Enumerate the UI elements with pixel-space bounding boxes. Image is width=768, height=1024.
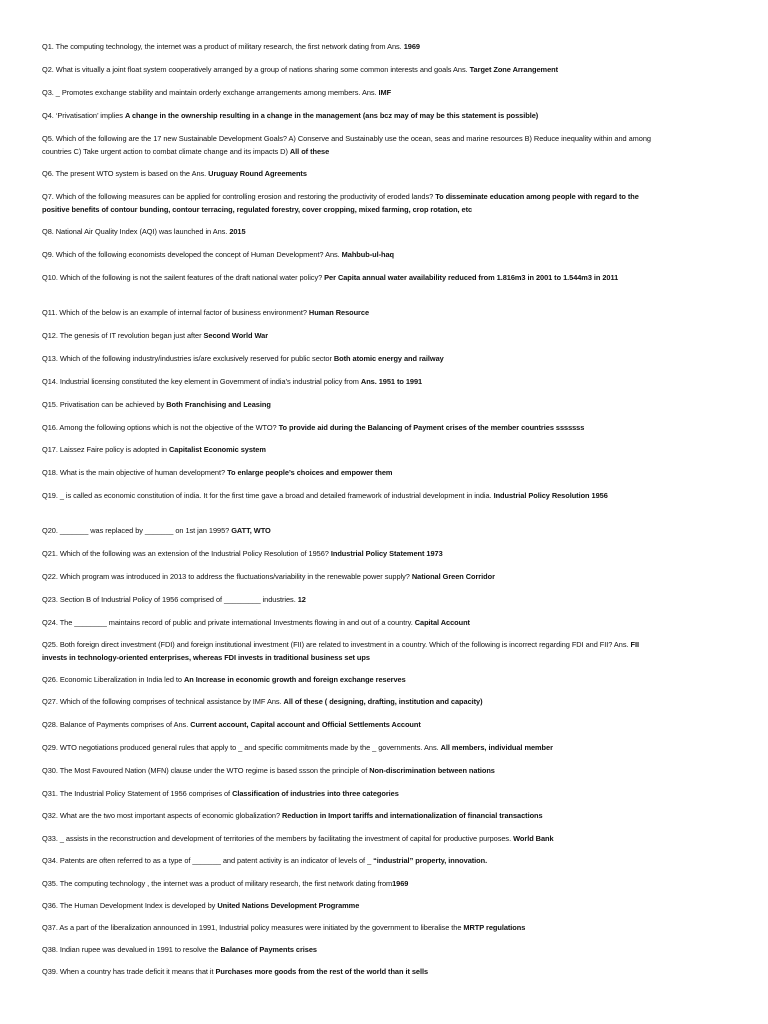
answer-text: 1969 xyxy=(403,42,420,51)
answer-text: World Bank xyxy=(513,834,554,843)
question-text: Q25. Both foreign direct investment (FDI) and foreign institutional investment (FII) are related to investment in a country. Which of the following is incorrect regarding FDI and FII? Ans. xyxy=(42,640,629,649)
question-item xyxy=(42,443,662,456)
answer-text: Ans. 1951 to 1991 xyxy=(360,377,423,386)
question-text: Q24. The ________ maintains record of public and private international Investments flowing in and out of a country. xyxy=(42,618,413,627)
answer-text: To provide aid during the Balancing of Payment crises of the member countries sssssss xyxy=(278,423,585,432)
answer-text: An Increase in economic growth and foreign exchange reserves xyxy=(183,675,406,684)
answer-text: All members, individual member xyxy=(440,743,553,752)
answer-text: To enlarge people’s choices and empower them xyxy=(227,468,393,477)
question-item xyxy=(42,695,662,708)
question-item xyxy=(42,809,662,822)
answer-text: Mahbub-ul-haq xyxy=(341,250,394,259)
question-text: Q16. Among the following options which is not the objective of the WTO? xyxy=(42,423,277,432)
question-text: Q6. The present WTO system is based on the Ans. xyxy=(42,169,207,178)
question-item xyxy=(42,329,662,342)
question-text: Q3. _ Promotes exchange stability and maintain orderly exchange arrangements among members. Ans. xyxy=(42,88,377,97)
question-item xyxy=(42,943,662,956)
answer-text: 1969 xyxy=(392,879,409,888)
question-item xyxy=(42,854,662,867)
question-text: Q9. Which of the following economists developed the concept of Human Development? Ans. xyxy=(42,250,340,259)
question-item xyxy=(42,375,662,388)
question-text: Q23. Section B of Industrial Policy of 1956 comprised of _________ industries. xyxy=(42,595,296,604)
answer-text: FII invests in technology-oriented enterprises, whereas FDI invests in traditional business set ups xyxy=(42,640,640,662)
question-text: Q31. The Industrial Policy Statement of 1956 comprises of xyxy=(42,789,231,798)
question-item xyxy=(42,832,662,845)
answer-text: All of these xyxy=(289,147,330,156)
question-item xyxy=(42,524,662,537)
question-item xyxy=(42,489,662,502)
question-text: Q13. Which of the following industry/industries is/are exclusively reserved for public sector xyxy=(42,354,332,363)
answer-text: Classification of industries into three categories xyxy=(232,789,399,798)
question-text: Q39. When a country has trade deficit it means that it xyxy=(42,967,214,976)
answer-text: Capital Account xyxy=(414,618,470,627)
answer-text: Non-discrimination between nations xyxy=(369,766,495,775)
question-text: Q28. Balance of Payments comprises of Ans. xyxy=(42,720,189,729)
question-text: Q30. The Most Favoured Nation (MFN) clause under the WTO regime is based ssson the principle of xyxy=(42,766,368,775)
question-text: Q14. Industrial licensing constituted the key element in Government of india’s industrial policy from xyxy=(42,377,359,386)
question-text: Q19. _ is called as economic constitution of india. It for the first time gave a broad and detailed framework of industrial development in india. xyxy=(42,491,492,500)
question-text: Q4. ‘Privatisation’ implies xyxy=(42,111,123,120)
answer-text: Industrial Policy Statement 1973 xyxy=(330,549,443,558)
answer-text: All of these ( designing, drafting, institution and capacity) xyxy=(283,697,483,706)
answer-text: Human Resource xyxy=(308,308,370,317)
question-text: Q26. Economic Liberalization in India led to xyxy=(42,675,182,684)
question-text: Q1. The computing technology, the internet was a product of military research, the first network dating from Ans. xyxy=(42,42,402,51)
question-item xyxy=(42,352,662,365)
question-text: Q38. Indian rupee was devalued in 1991 to resolve the xyxy=(42,945,219,954)
answer-text: Purchases more goods from the rest of the world than it sells xyxy=(215,967,429,976)
question-text: Q27. Which of the following comprises of technical assistance by IMF Ans. xyxy=(42,697,282,706)
answer-text: 2015 xyxy=(229,227,246,236)
answer-text: IMF xyxy=(378,88,392,97)
answer-text: Both atomic energy and railway xyxy=(333,354,444,363)
answer-text: To disseminate education among people with regard to the positive benefits of contour bunding, contour terracing, regulated forestry, cover cropping, mixed farming, crop rotation, etc xyxy=(42,192,639,214)
answer-text: GATT, WTO xyxy=(231,526,271,535)
question-item xyxy=(42,593,662,606)
question-item xyxy=(42,673,662,686)
question-item xyxy=(42,40,662,53)
answer-text: 12 xyxy=(297,595,306,604)
question-item xyxy=(42,741,662,754)
question-text: Q18. What is the main objective of human development? xyxy=(42,468,226,477)
question-item xyxy=(42,466,662,479)
answer-text: Per Capita annual water availability reduced from 1.816m3 in 2001 to 1.544m3 in 2011 xyxy=(324,273,619,282)
question-text: Q8. National Air Quality Index (AQI) was launched in Ans. xyxy=(42,227,228,236)
question-item xyxy=(42,63,662,76)
question-text: Q32. What are the two most important aspects of economic globalization? xyxy=(42,811,280,820)
question-item xyxy=(42,167,662,180)
question-text: Q37. As a part of the liberalization announced in 1991, Industrial policy measures were initiated by the government to liberalise the xyxy=(42,923,462,932)
answer-text: Target Zone Arrangement xyxy=(469,65,559,74)
answer-text: United Nations Development Programme xyxy=(217,901,360,910)
question-item xyxy=(42,787,662,800)
answer-text: Second World War xyxy=(203,331,269,340)
question-item xyxy=(42,764,662,777)
question-item xyxy=(42,638,662,664)
answer-text: “industrial” property, innovation. xyxy=(373,856,488,865)
question-item xyxy=(42,718,662,731)
question-item xyxy=(42,547,662,560)
answer-text: National Green Corridor xyxy=(411,572,495,581)
question-item xyxy=(42,877,662,890)
question-item xyxy=(42,965,662,978)
question-text: Q20. _______ was replaced by _______ on 1st jan 1995? xyxy=(42,526,230,535)
question-text: Q33. _ assists in the reconstruction and development of territories of the members by facilitating the investment of capital for productive purposes. xyxy=(42,834,512,843)
question-item xyxy=(42,421,662,434)
answer-text: Capitalist Economic system xyxy=(169,445,266,454)
question-item xyxy=(42,616,662,629)
question-text: Q12. The genesis of IT revolution began just after xyxy=(42,331,202,340)
answer-text: Industrial Policy Resolution 1956 xyxy=(493,491,608,500)
question-item xyxy=(42,271,662,284)
answer-text: Balance of Payments crises xyxy=(220,945,317,954)
question-text: Q7. Which of the following measures can be applied for controlling erosion and restoring the productivity of eroded lands? xyxy=(42,192,434,201)
question-text: Q15. Privatisation can be achieved by xyxy=(42,400,165,409)
question-text: Q5. Which of the following are the 17 new Sustainable Development Goals? A) Conserve and Sustainably use the ocean, seas and marine resources B) Reduce inequality within and among countries C) Take urgent action to combat climate change and its impacts D) xyxy=(42,134,651,156)
question-item xyxy=(42,306,662,319)
question-text: Q29. WTO negotiations produced general rules that apply to _ and specific commitments made by the _ governments. Ans. xyxy=(42,743,439,752)
question-text: Q17. Laissez Faire policy is adopted in xyxy=(42,445,167,454)
question-text: Q2. What is vitually a joint float system cooperatively arranged by a group of nations sharing some common interests and goals Ans. xyxy=(42,65,468,74)
question-text: Q11. Which of the below is an example of internal factor of business environment? xyxy=(42,308,307,317)
answer-text: Uruguay Round Agreements xyxy=(208,169,307,178)
question-item xyxy=(42,225,662,238)
question-item xyxy=(42,132,662,158)
question-text: Q34. Patents are often referred to as a type of _______ and patent activity is an indicator of levels of _ xyxy=(42,856,372,865)
question-item xyxy=(42,570,662,583)
question-text: Q10. Which of the following is not the sailent features of the draft national water policy? xyxy=(42,273,323,282)
question-item xyxy=(42,398,662,411)
question-text: Q36. The Human Development Index is developed by xyxy=(42,901,216,910)
question-item xyxy=(42,921,662,934)
question-text: Q22. Which program was introduced in 2013 to address the fluctuations/variability in the renewable power supply? xyxy=(42,572,410,581)
answer-text: Both Franchising and Leasing xyxy=(166,400,271,409)
question-item xyxy=(42,899,662,912)
answer-text: MRTP regulations xyxy=(463,923,526,932)
answer-text: A change in the ownership resulting in a change in the management (ans bcz may of may be this statement is possible) xyxy=(124,111,539,120)
question-item xyxy=(42,109,662,122)
answer-text: Reduction in Import tariffs and internationalization of financial transactions xyxy=(282,811,543,820)
question-item xyxy=(42,190,662,216)
question-item xyxy=(42,248,662,261)
answer-text: Current account, Capital account and Official Settlements Account xyxy=(190,720,421,729)
question-item xyxy=(42,86,662,99)
question-text: Q35. The computing technology , the internet was a product of military research, the first network dating from xyxy=(42,879,393,888)
question-text: Q21. Which of the following was an extension of the Industrial Policy Resolution of 1956? xyxy=(42,549,329,558)
